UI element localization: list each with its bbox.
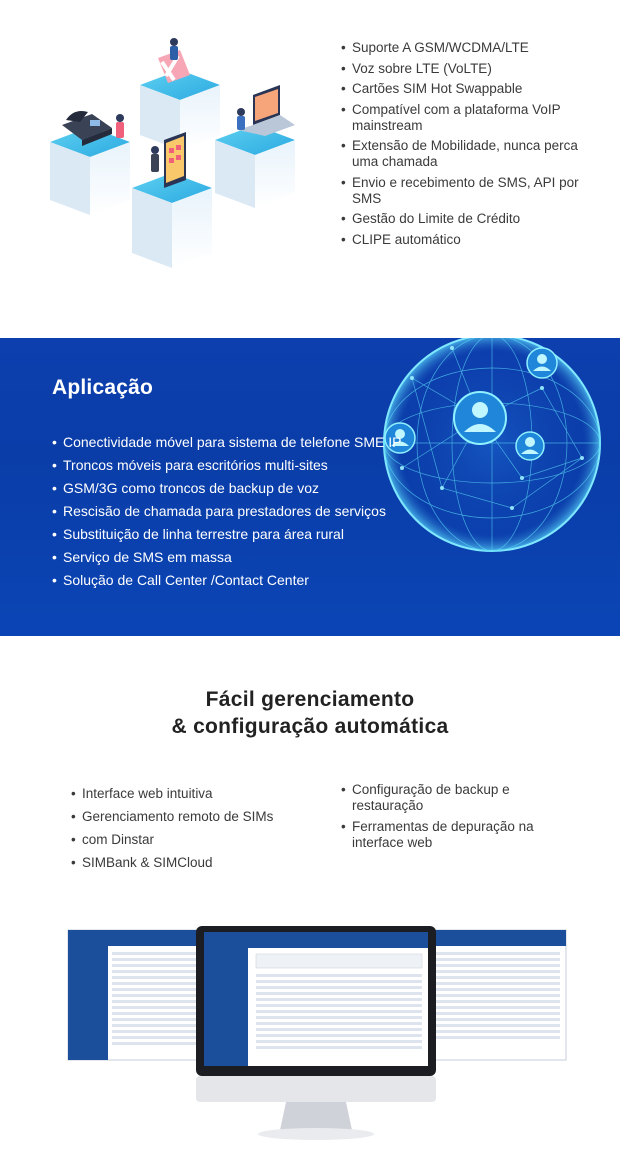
management-list-right	[341, 782, 581, 856]
application-item: • Solução de Call Center /Contact Center	[52, 572, 432, 588]
management-section	[0, 636, 620, 1155]
application-item: • Troncos móveis para escritórios multi-sites	[52, 457, 432, 473]
application-item: • Rescisão de chamada para prestadores de serviços	[52, 503, 432, 519]
feature-item: • Extensão de Mobilidade, nunca perca uma chamada	[341, 138, 601, 170]
application-list	[52, 434, 432, 595]
title-line: Fácil gerenciamento	[205, 688, 415, 711]
section-title: Aplicação	[52, 376, 154, 399]
feature-item: • Cartões SIM Hot Swappable	[341, 81, 601, 97]
screenshot-left	[68, 930, 218, 1060]
application-item: • GSM/3G como troncos de backup de voz	[52, 480, 432, 496]
web-interface-screenshots	[60, 926, 570, 1148]
pedestal-bottom	[132, 173, 212, 268]
person-icon	[237, 108, 245, 130]
feature-item: • CLIPE automático	[341, 232, 601, 248]
feature-item: • Suporte A GSM/WCDMA/LTE	[341, 40, 601, 56]
laptop-icon	[238, 85, 295, 136]
management-item: • Configuração de backup e restauração	[341, 782, 581, 814]
title-line: & configuração automática	[171, 715, 449, 738]
user-node-icon	[527, 348, 557, 378]
person-icon	[151, 146, 159, 172]
smartphone-icon	[164, 132, 186, 188]
management-list-left	[71, 782, 331, 874]
management-item: • Interface web intuitiva	[71, 782, 331, 805]
management-item: • Gerenciamento remoto de SIMs	[71, 805, 331, 828]
features-section	[0, 0, 620, 338]
section-title	[0, 686, 620, 740]
person-icon	[170, 38, 178, 60]
pedestal-right	[215, 125, 295, 208]
user-node-icon	[516, 432, 544, 460]
user-node-icon	[454, 392, 506, 444]
isometric-communications-illustration	[40, 30, 320, 280]
application-item: • Substituição de linha terrestre para área rural	[52, 526, 432, 542]
monitor-icon	[196, 926, 436, 1140]
application-item: • Serviço de SMS em massa	[52, 549, 432, 565]
feature-item: • Compatível com a plataforma VoIP mainstream	[341, 102, 601, 134]
feature-item: • Voz sobre LTE (VoLTE)	[341, 61, 601, 77]
person-icon	[116, 114, 124, 138]
management-item-continued: • com Dinstar	[71, 828, 331, 851]
screenshot-right	[420, 930, 566, 1060]
management-item: • SIMBank & SIMCloud	[71, 851, 331, 874]
application-item: • Conectividade móvel para sistema de telefone SME IP	[52, 434, 432, 450]
feature-item: • Envio e recebimento de SMS, API por SMS	[341, 175, 601, 207]
application-section	[0, 338, 620, 636]
feature-item: • Gestão do Limite de Crédito	[341, 211, 601, 227]
features-list	[341, 40, 601, 252]
management-item: • Ferramentas de depuração na interface web	[341, 819, 581, 851]
